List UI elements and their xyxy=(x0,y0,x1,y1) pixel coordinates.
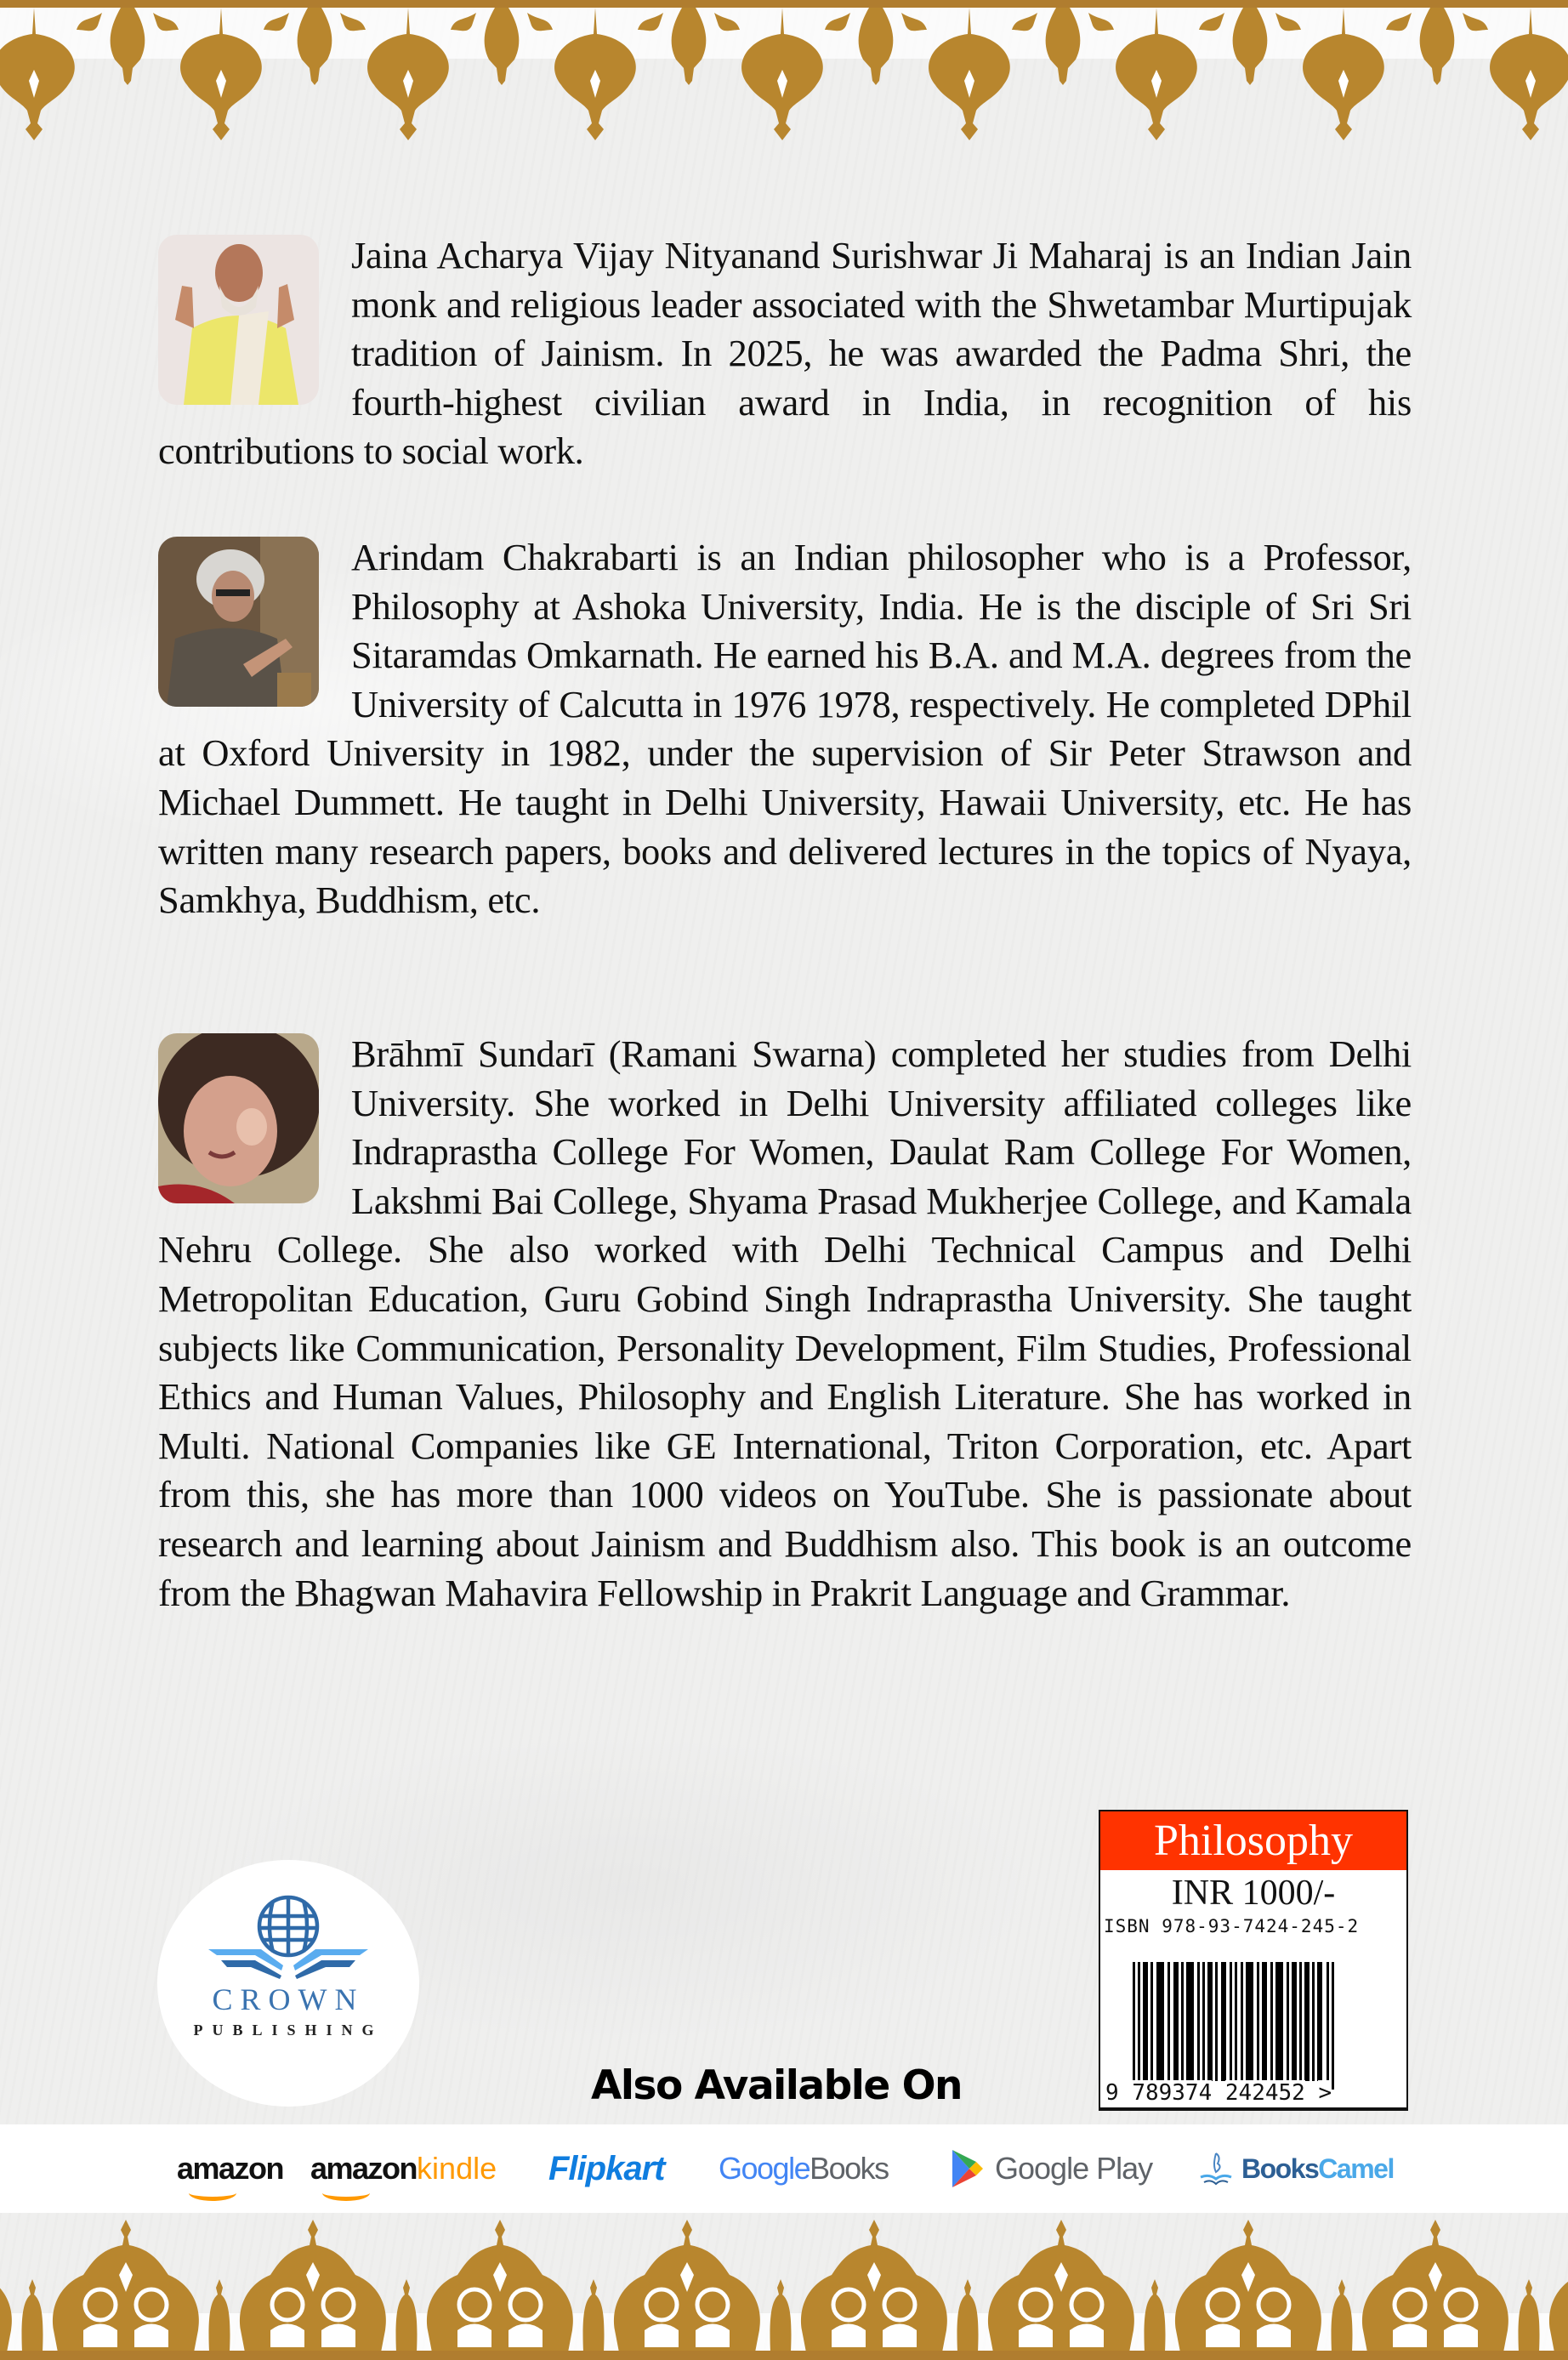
photo-brahmi-sundari xyxy=(158,1033,319,1203)
bio-text-brahmi-sundari: Brāhmī Sundarī (Ramani Swarna) completed her studies from Delhi University. She worked in Delhi University affiliated colleges like Indraprastha College For Women, Daulat Ram College For Women, Lakshmi Bai College, Shyama Prasad Mukherjee College, and Kamala Nehru College. She also worked with Delhi Technical Campus and Delhi Metropolitan Education, Guru Gobind Singh Indraprastha University. She taught subjects like Communication, Personality Development, Film Studies, Professional Ethics and Human Values, Philosophy and English Literature. She has worked in Multi. National Companies like GE International, Triton Corporation, etc. Apart from this, she has more than 1000 videos on YouTube. She is passionate about research and learning about Jainism and Buddhism also. This book is an outcome from the Bhagwan Mahavira Fellowship in Prakrit Language and Grammar. xyxy=(158,1032,1412,1614)
publisher-logo xyxy=(157,1860,419,2107)
bio-section-maharaj xyxy=(158,231,1412,476)
bio-text-chakrabarti: Arindam Chakrabarti is an Indian philosopher who is a Professor, Philosophy at Ashoka University, India. He is the disciple of Sri Sri Sitaramdas Omkarnath. He earned his B.A. and M.A. degrees from the University of Calcutta in 1976 1978, respectively. He completed DPhil at Oxford University in 1982, under the supervision of Sir Peter Strawson and Michael Dummett. He taught in Delhi University, Hawaii University, etc. He has written many research papers, books and delivered lectures in the topics of Nyaya, Samkhya, Buddhism, etc. xyxy=(158,536,1412,922)
store-amazon-kindle[interactable] xyxy=(310,2124,497,2213)
also-available-heading: Also Available On xyxy=(591,2062,963,2109)
publisher-name-crown: CROWN xyxy=(212,1982,365,2016)
bookscamel-logo: BooksCamel xyxy=(1241,2152,1394,2184)
amazon-logo: amazon xyxy=(177,2151,283,2187)
store-flipkart[interactable] xyxy=(548,2124,664,2213)
store-bookscamel[interactable] xyxy=(1197,2124,1394,2213)
bio-section-brahmi-sundari xyxy=(158,1030,1412,1618)
barcode-digits: 9 789374 242452 > xyxy=(1105,2080,1332,2106)
photo-chakrabarti xyxy=(158,537,319,707)
price-label: INR 1000/- xyxy=(1171,1874,1336,1913)
google-books-logo: GoogleBooks xyxy=(719,2151,889,2186)
bottom-ornament-border xyxy=(0,2211,1568,2360)
isbn-label: ISBN 978-93-7424-245-2 xyxy=(1104,1916,1360,1936)
bio-section-chakrabarti xyxy=(158,533,1412,925)
flipkart-logo: Flipkart xyxy=(548,2149,665,2187)
publisher-name-publishing: PUBLISHING xyxy=(193,2022,383,2039)
category-label: Philosophy xyxy=(1100,1811,1406,1870)
globe-open-book-icon xyxy=(208,1894,368,1979)
barcode xyxy=(1133,1962,1337,2090)
google-play-icon xyxy=(951,2148,985,2189)
amazon-smile-icon xyxy=(189,2185,236,2201)
store-amazon[interactable] xyxy=(177,2124,283,2213)
bio-text-maharaj: Jaina Acharya Vijay Nityanand Surishwar Ji Maharaj is an Indian Jain monk and religious leader associated with the Shwetambar Murtipujak tradition of Jainism. In 2025, he was awarded the Padma Shri, the fourth-highest civilian award in India, in recognition of his contributions to social work. xyxy=(158,234,1412,473)
top-ornament-border xyxy=(0,0,1568,149)
store-google-books[interactable] xyxy=(719,2124,889,2213)
google-play-label: Google Play xyxy=(995,2151,1153,2186)
photo-maharaj xyxy=(158,235,319,405)
bookscamel-icon xyxy=(1197,2150,1235,2187)
store-logos-strip xyxy=(0,2124,1568,2213)
store-google-play[interactable] xyxy=(951,2124,1152,2213)
price-isbn-box xyxy=(1099,1810,1408,2109)
amazon-smile-icon xyxy=(322,2185,370,2201)
amazon-kindle-logo: amazonkindle xyxy=(310,2151,497,2187)
